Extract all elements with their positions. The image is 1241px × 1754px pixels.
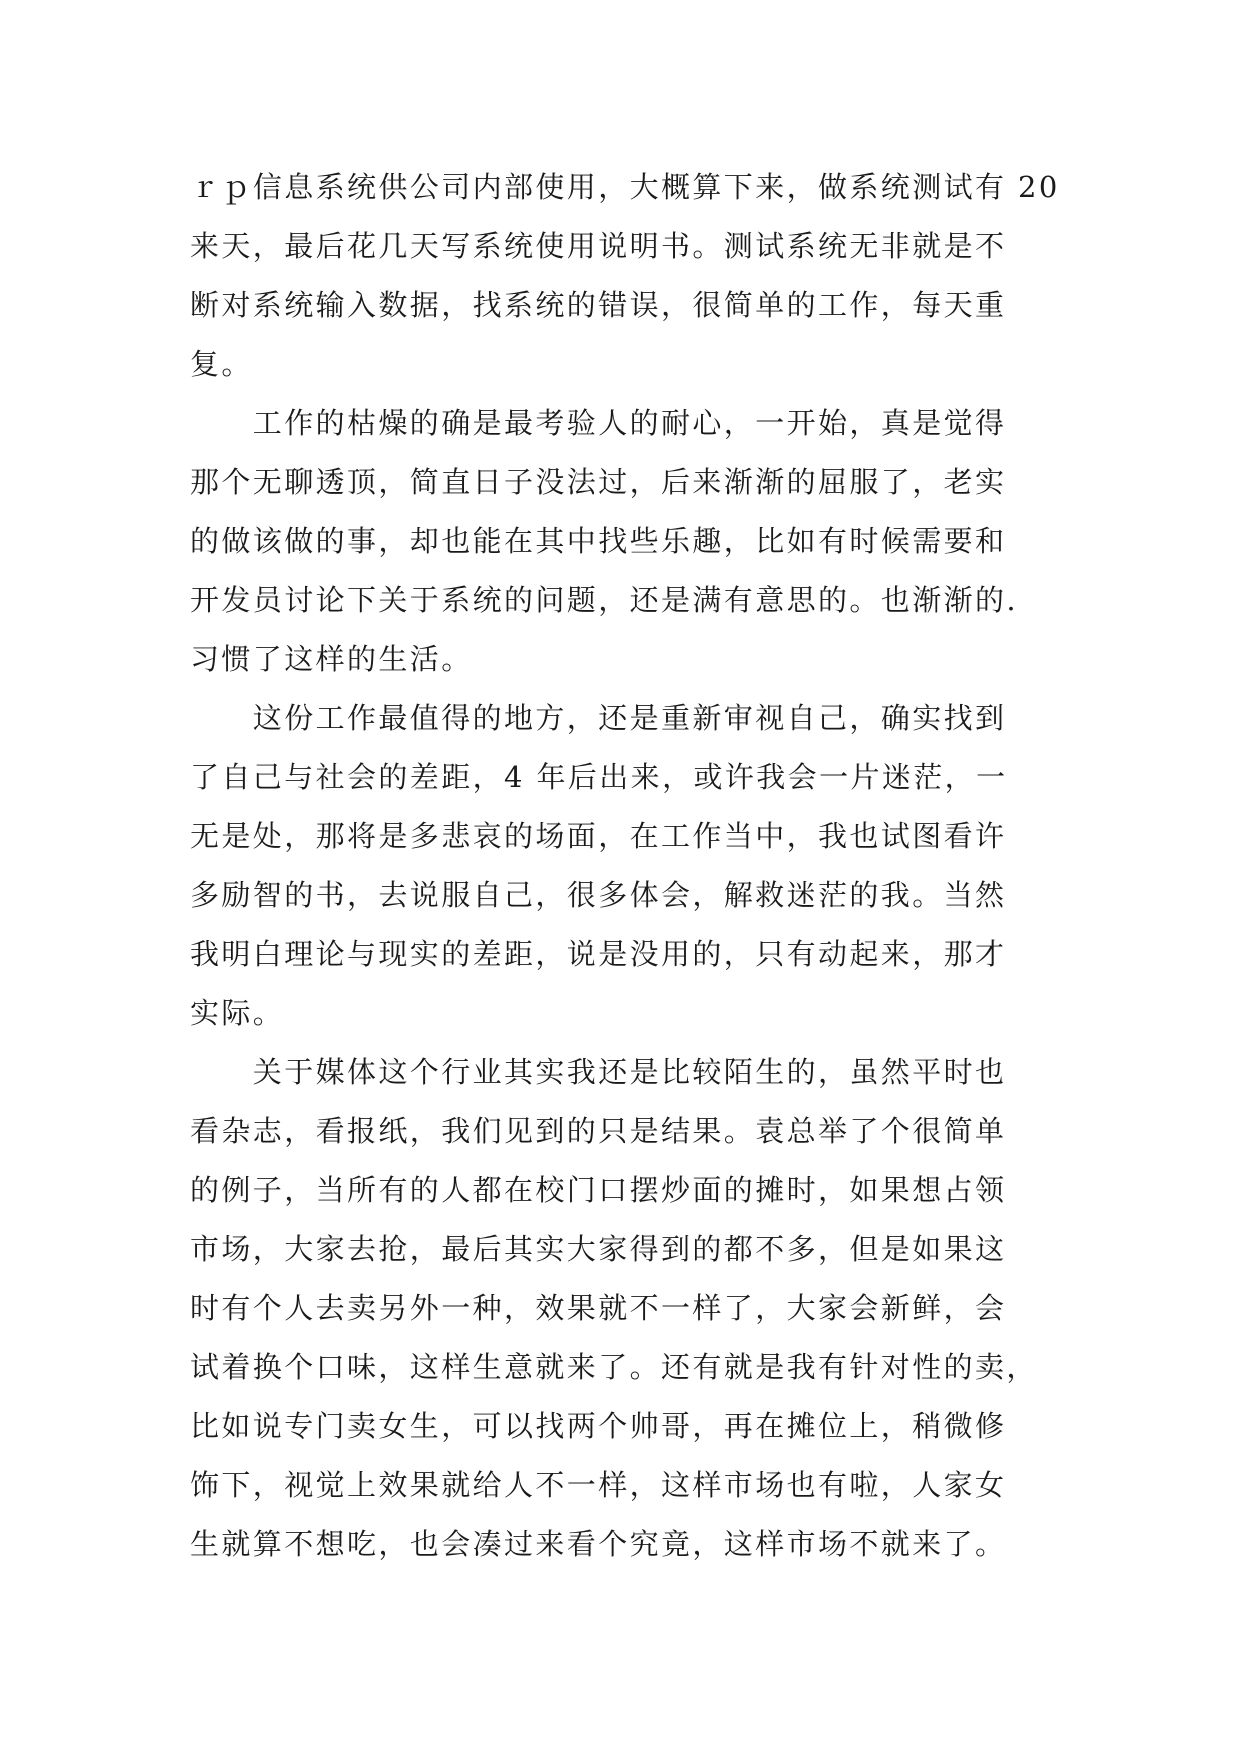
text-line: 那个无聊透顶，简直日子没法过，后来渐渐的屈服了，老实 — [190, 465, 1007, 499]
text-line: 看杂志，看报纸，我们见到的只是结果。袁总举了个很简单 — [190, 1114, 1007, 1148]
text-line: 断对系统输入数据，找系统的错误，很简单的工作，每天重 — [190, 288, 1007, 322]
text-line: 实际。 — [190, 996, 285, 1030]
body-text — [190, 158, 1070, 1574]
text-line: 来天，最后花几天写系统使用说明书。测试系统无非就是不 — [190, 229, 1007, 263]
text-line: ｒｐ信息系统供公司内部使用，大概算下来，做系统测试有 20 — [190, 170, 1060, 204]
text-line: 的例子，当所有的人都在校门口摆炒面的摊时，如果想占领 — [190, 1173, 1007, 1207]
text-line: 多励智的书，去说服自己，很多体会，解救迷茫的我。当然 — [190, 878, 1007, 912]
text-line: 了自己与社会的差距，4 年后出来，或许我会一片迷茫，一 — [190, 760, 1008, 794]
text-line: 试着换个口味，这样生意就来了。还有就是我有针对性的卖， — [190, 1350, 1038, 1384]
text-line: 比如说专门卖女生，可以找两个帅哥，再在摊位上，稍微修 — [190, 1409, 1007, 1443]
text-line: 关于媒体这个行业其实我还是比较陌生的，虽然平时也 — [190, 1055, 1007, 1089]
text-line: 饰下，视觉上效果就给人不一样，这样市场也有啦，人家女 — [190, 1468, 1007, 1502]
text-line: 开发员讨论下关于系统的问题，还是满有意思的。也渐渐的. — [190, 583, 1019, 617]
text-line: 这份工作最值得的地方，还是重新审视自己，确实找到 — [190, 701, 1007, 735]
text-line: 时有个人去卖另外一种，效果就不一样了，大家会新鲜，会 — [190, 1291, 1007, 1325]
text-line: 市场，大家去抢，最后其实大家得到的都不多，但是如果这 — [190, 1232, 1007, 1266]
text-line: 生就算不想吃，也会凑过来看个究竟，这样市场不就来了。 — [190, 1527, 1007, 1561]
text-line: 工作的枯燥的确是最考验人的耐心，一开始，真是觉得 — [190, 406, 1007, 440]
text-line: 我明白理论与现实的差距，说是没用的，只有动起来，那才 — [190, 937, 1007, 971]
text-line: 无是处，那将是多悲哀的场面，在工作当中，我也试图看许 — [190, 819, 1007, 853]
text-line: 习惯了这样的生活。 — [190, 642, 473, 676]
text-line: 复。 — [190, 347, 253, 381]
text-line: 的做该做的事，却也能在其中找些乐趣，比如有时候需要和 — [190, 524, 1007, 558]
